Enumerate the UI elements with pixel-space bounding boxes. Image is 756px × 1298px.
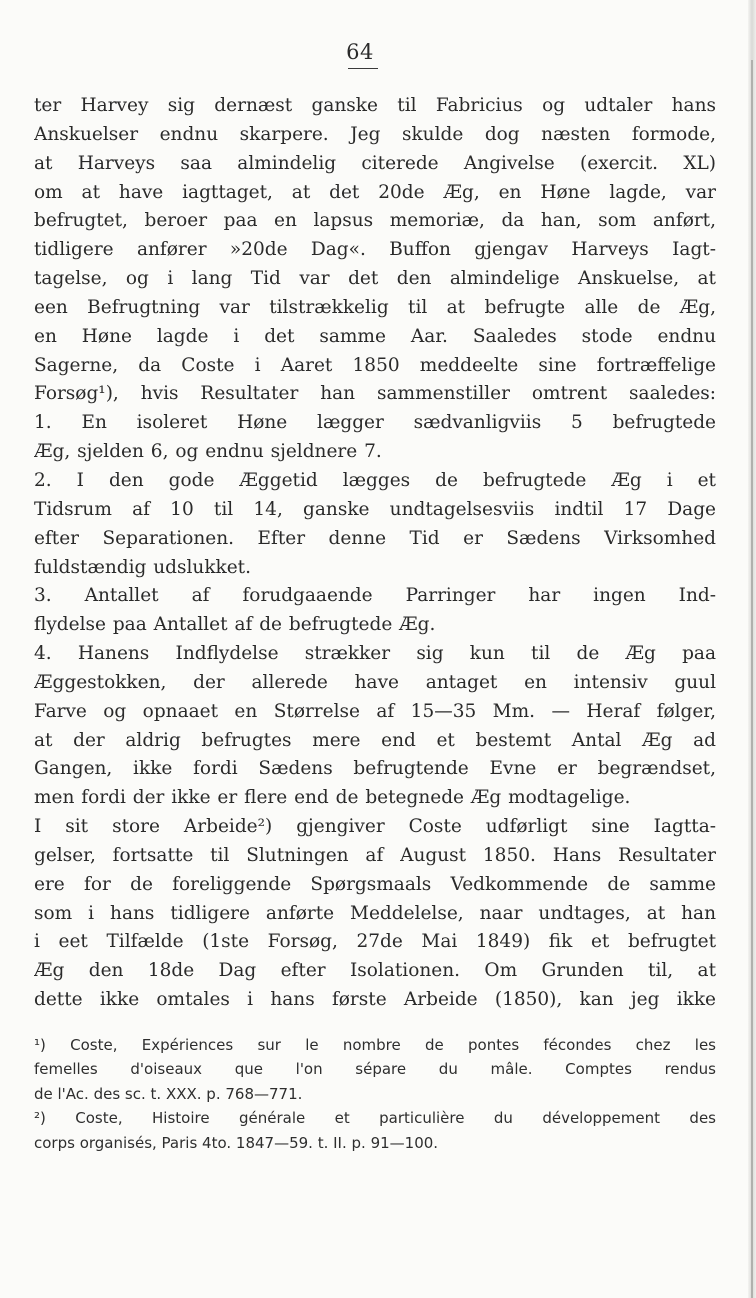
- text-line: fuldstændig udslukket.: [34, 556, 252, 578]
- text-line: dette ikke omtales i hans første Arbeide (1850), kan jeg ikke: [34, 989, 716, 1011]
- footnote-line: ²) Coste, Histoire générale et particulière du développement des: [34, 1109, 716, 1128]
- text-line: 4. Hanens Indflydelse strækker sig kun til de Æg paa: [34, 643, 716, 665]
- page-number: 64: [346, 40, 374, 64]
- text-line: Sagerne, da Coste i Aaret 1850 meddeelte sine fortræffelige: [34, 354, 716, 376]
- text-line: een Befrugtning var tilstrækkelig til at befrugte alle de Æg,: [34, 296, 716, 318]
- text-line: at der aldrig befrugtes mere end et bestemt Antal Æg ad: [34, 729, 716, 751]
- footnote-line: ¹) Coste, Expériences sur le nombre de pontes fécondes chez les: [34, 1036, 716, 1054]
- text-line: at Harveys saa almindelig citerede Angivelse (exercit. XL): [34, 152, 716, 174]
- footnotes: [34, 1033, 716, 1155]
- text-line: Æg den 18de Dag efter Isolationen. Om Grunden til, at: [34, 960, 716, 982]
- text-line: tagelse, og i lang Tid var det den almindelige Anskuelse, at: [34, 268, 716, 290]
- footnote-line: de l'Ac. des sc. t. XXX. p. 768—771.: [34, 1084, 303, 1103]
- text-line: men fordi der ikke er flere end de betegnede Æg modtagelige.: [34, 787, 631, 809]
- text-line: en Høne lagde i det samme Aar. Saaledes stode endnu: [34, 325, 716, 347]
- text-line: I sit store Arbeide²) gjengiver Coste udførligt sine Iagtta-: [34, 816, 716, 838]
- page-number-rule: [348, 68, 378, 69]
- text-line: 2. I den gode Æggetid lægges de befrugtede Æg i et: [34, 469, 716, 491]
- text-line: befrugtet, beroer paa en lapsus memoriæ, da han, som anført,: [34, 210, 716, 232]
- text-line: Gangen, ikke fordi Sædens befrugtende Evne er begrændset,: [34, 758, 716, 780]
- text-line: som i hans tidligere anførte Meddelelse, naar undtages, at han: [34, 902, 716, 924]
- text-line: ter Harvey sig dernæst ganske til Fabricius og udtaler hans: [34, 95, 716, 116]
- text-line: i eet Tilfælde (1ste Forsøg, 27de Mai 1849) fik et befrugtet: [34, 931, 716, 953]
- text-line: Forsøg¹), hvis Resultater han sammenstiller omtrent saaledes:: [34, 383, 716, 405]
- text-line: Æggestokken, der allerede have antaget en intensiv guul: [34, 671, 716, 693]
- text-line: Æg, sjelden 6, og endnu sjeldnere 7.: [34, 441, 382, 463]
- text-line: ere for de foreliggende Spørgsmaals Vedkommende de samme: [34, 873, 716, 895]
- text-line: flydelse paa Antallet af de befrugtede Æg.: [34, 614, 436, 636]
- text-line: Farve og opnaaet en Størrelse af 15—35 Mm. — Heraf følger,: [34, 700, 716, 722]
- text-line: Anskuelser endnu skarpere. Jeg skulde dog næsten formode,: [34, 123, 716, 145]
- footnote-line: femelles d'oiseaux que l'on sépare du mâle. Comptes rendus: [34, 1060, 716, 1079]
- text-line: om at have iagttaget, at det 20de Æg, en Høne lagde, var: [34, 181, 716, 203]
- body-text: [34, 92, 716, 1015]
- text-line: 3. Antallet af forudgaaende Parringer har ingen Ind-: [34, 585, 716, 607]
- page-edge-line: [751, 60, 753, 1298]
- text-line: tidligere anfører »20de Dag«. Buffon gjengav Harveys Iagt-: [34, 239, 716, 261]
- text-line: gelser, fortsatte til Slutningen af August 1850. Hans Resultater: [34, 844, 716, 866]
- footnote-line: corps organisés, Paris 4to. 1847—59. t. II. p. 91—100.: [34, 1133, 439, 1152]
- text-line: Tidsrum af 10 til 14, ganske undtagelsesviis indtil 17 Dage: [34, 498, 716, 520]
- text-line: 1. En isoleret Høne lægger sædvanligviis 5 befrugtede: [34, 412, 716, 434]
- text-line: efter Separationen. Efter denne Tid er Sædens Virksomhed: [34, 527, 716, 549]
